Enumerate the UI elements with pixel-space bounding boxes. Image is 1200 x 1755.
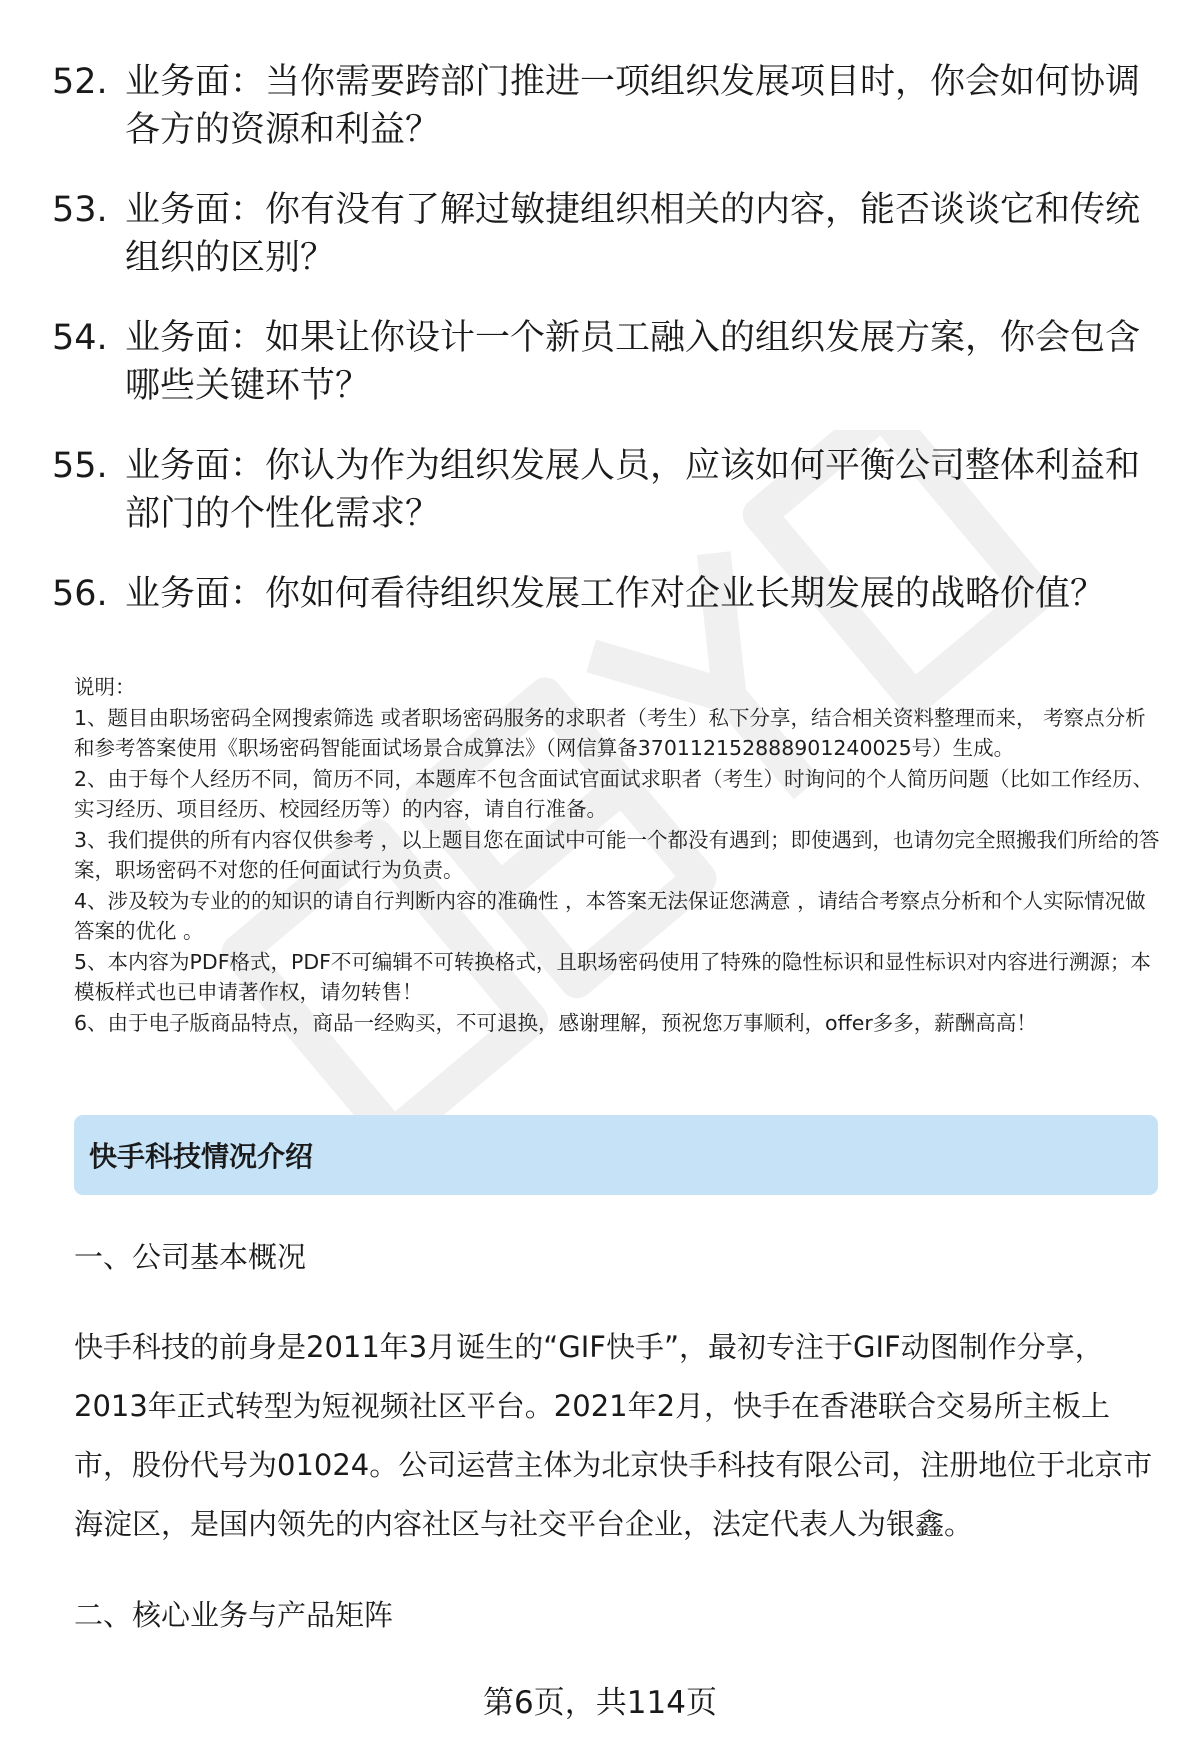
question-list xyxy=(52,58,1152,650)
notes-title: 说明： xyxy=(74,675,136,699)
section-header xyxy=(74,1115,1158,1195)
note-item: 5、本内容为PDF格式，PDF不可编辑不可转换格式，且职场密码使用了特殊的隐性标识和显性标识对内容进行溯源；本模板样式也已申请著作权，请勿转售！ xyxy=(74,949,1151,1004)
heading-core-business: 二、核心业务与产品矩阵 xyxy=(74,1598,394,1632)
note-item: 1、题目由职场密码全网搜索筛选 或者职场密码服务的求职者（考生）私下分享，结合相关资料整理而来， 考察点分析和参考答案使用《职场密码智能面试场景合成算法》（网信算备370112152888901240025号）生成。 xyxy=(74,705,1146,760)
question-item xyxy=(52,442,1152,538)
page-footer: 第6页，共114页 xyxy=(483,1685,717,1721)
notes-block xyxy=(74,672,1160,1038)
question-number: 55. xyxy=(52,446,108,486)
question-text: 业务面：你如何看待组织发展工作对企业长期发展的战略价值？ xyxy=(125,574,1106,614)
question-item xyxy=(52,570,1152,618)
question-number: 53. xyxy=(52,190,108,230)
question-text: 业务面：你认为作为组织发展人员，应该如何平衡公司整体利益和部门的个性化需求？ xyxy=(125,446,1141,534)
question-text: 业务面：当你需要跨部门推进一项组织发展项目时，你会如何协调各方的资源和利益？ xyxy=(125,62,1141,150)
heading-company-overview: 一、公司基本概况 xyxy=(74,1240,307,1274)
question-number: 56. xyxy=(52,574,108,614)
note-item: 6、由于电子版商品特点，商品一经购买，不可退换，感谢理解，预祝您万事顺利，offer多多，薪酬高高！ xyxy=(74,1010,1037,1035)
note-item: 4、涉及较为专业的的知识的请自行判断内容的准确性 ，本答案无法保证您满意 ，请结合考察点分析和个人实际情况做答案的优化 。 xyxy=(74,888,1146,943)
section-title: 快手科技情况介绍 xyxy=(89,1140,314,1173)
question-item xyxy=(52,58,1152,154)
question-text: 业务面：你有没有了解过敏捷组织相关的内容，能否谈谈它和传统组织的区别？ xyxy=(125,190,1141,278)
question-text: 业务面：如果让你设计一个新员工融入的组织发展方案，你会包含哪些关键环节？ xyxy=(125,318,1141,406)
note-item: 3、我们提供的所有内容仅供参考 ，以上题目您在面试中可能一个都没有遇到；即使遇到，也请勿完全照搬我们所给的答案，职场密码不对您的任何面试行为负责。 xyxy=(74,827,1160,882)
note-item: 2、由于每个人经历不同，简历不同，本题库不包含面试官面试求职者（考生）时询问的个人简历问题（比如工作经历、实习经历、项目经历、校园经历等）的内容，请自行准备。 xyxy=(74,766,1154,821)
question-item xyxy=(52,314,1152,410)
question-number: 52. xyxy=(52,62,108,102)
question-number: 54. xyxy=(52,318,108,358)
company-overview-paragraph: 快手科技的前身是2011年3月诞生的“GIF快手”，最初专注于GIF动图制作分享，2013年正式转型为短视频社区平台。2021年2月，快手在香港联合交易所主板上市，股份代号为01024。公司运营主体为北京快手科技有限公司，注册地位于北京市海淀区，是国内领先的内容社区与社交平台企业，法定代表人为银鑫。 xyxy=(74,1330,1153,1541)
question-item xyxy=(52,186,1152,282)
